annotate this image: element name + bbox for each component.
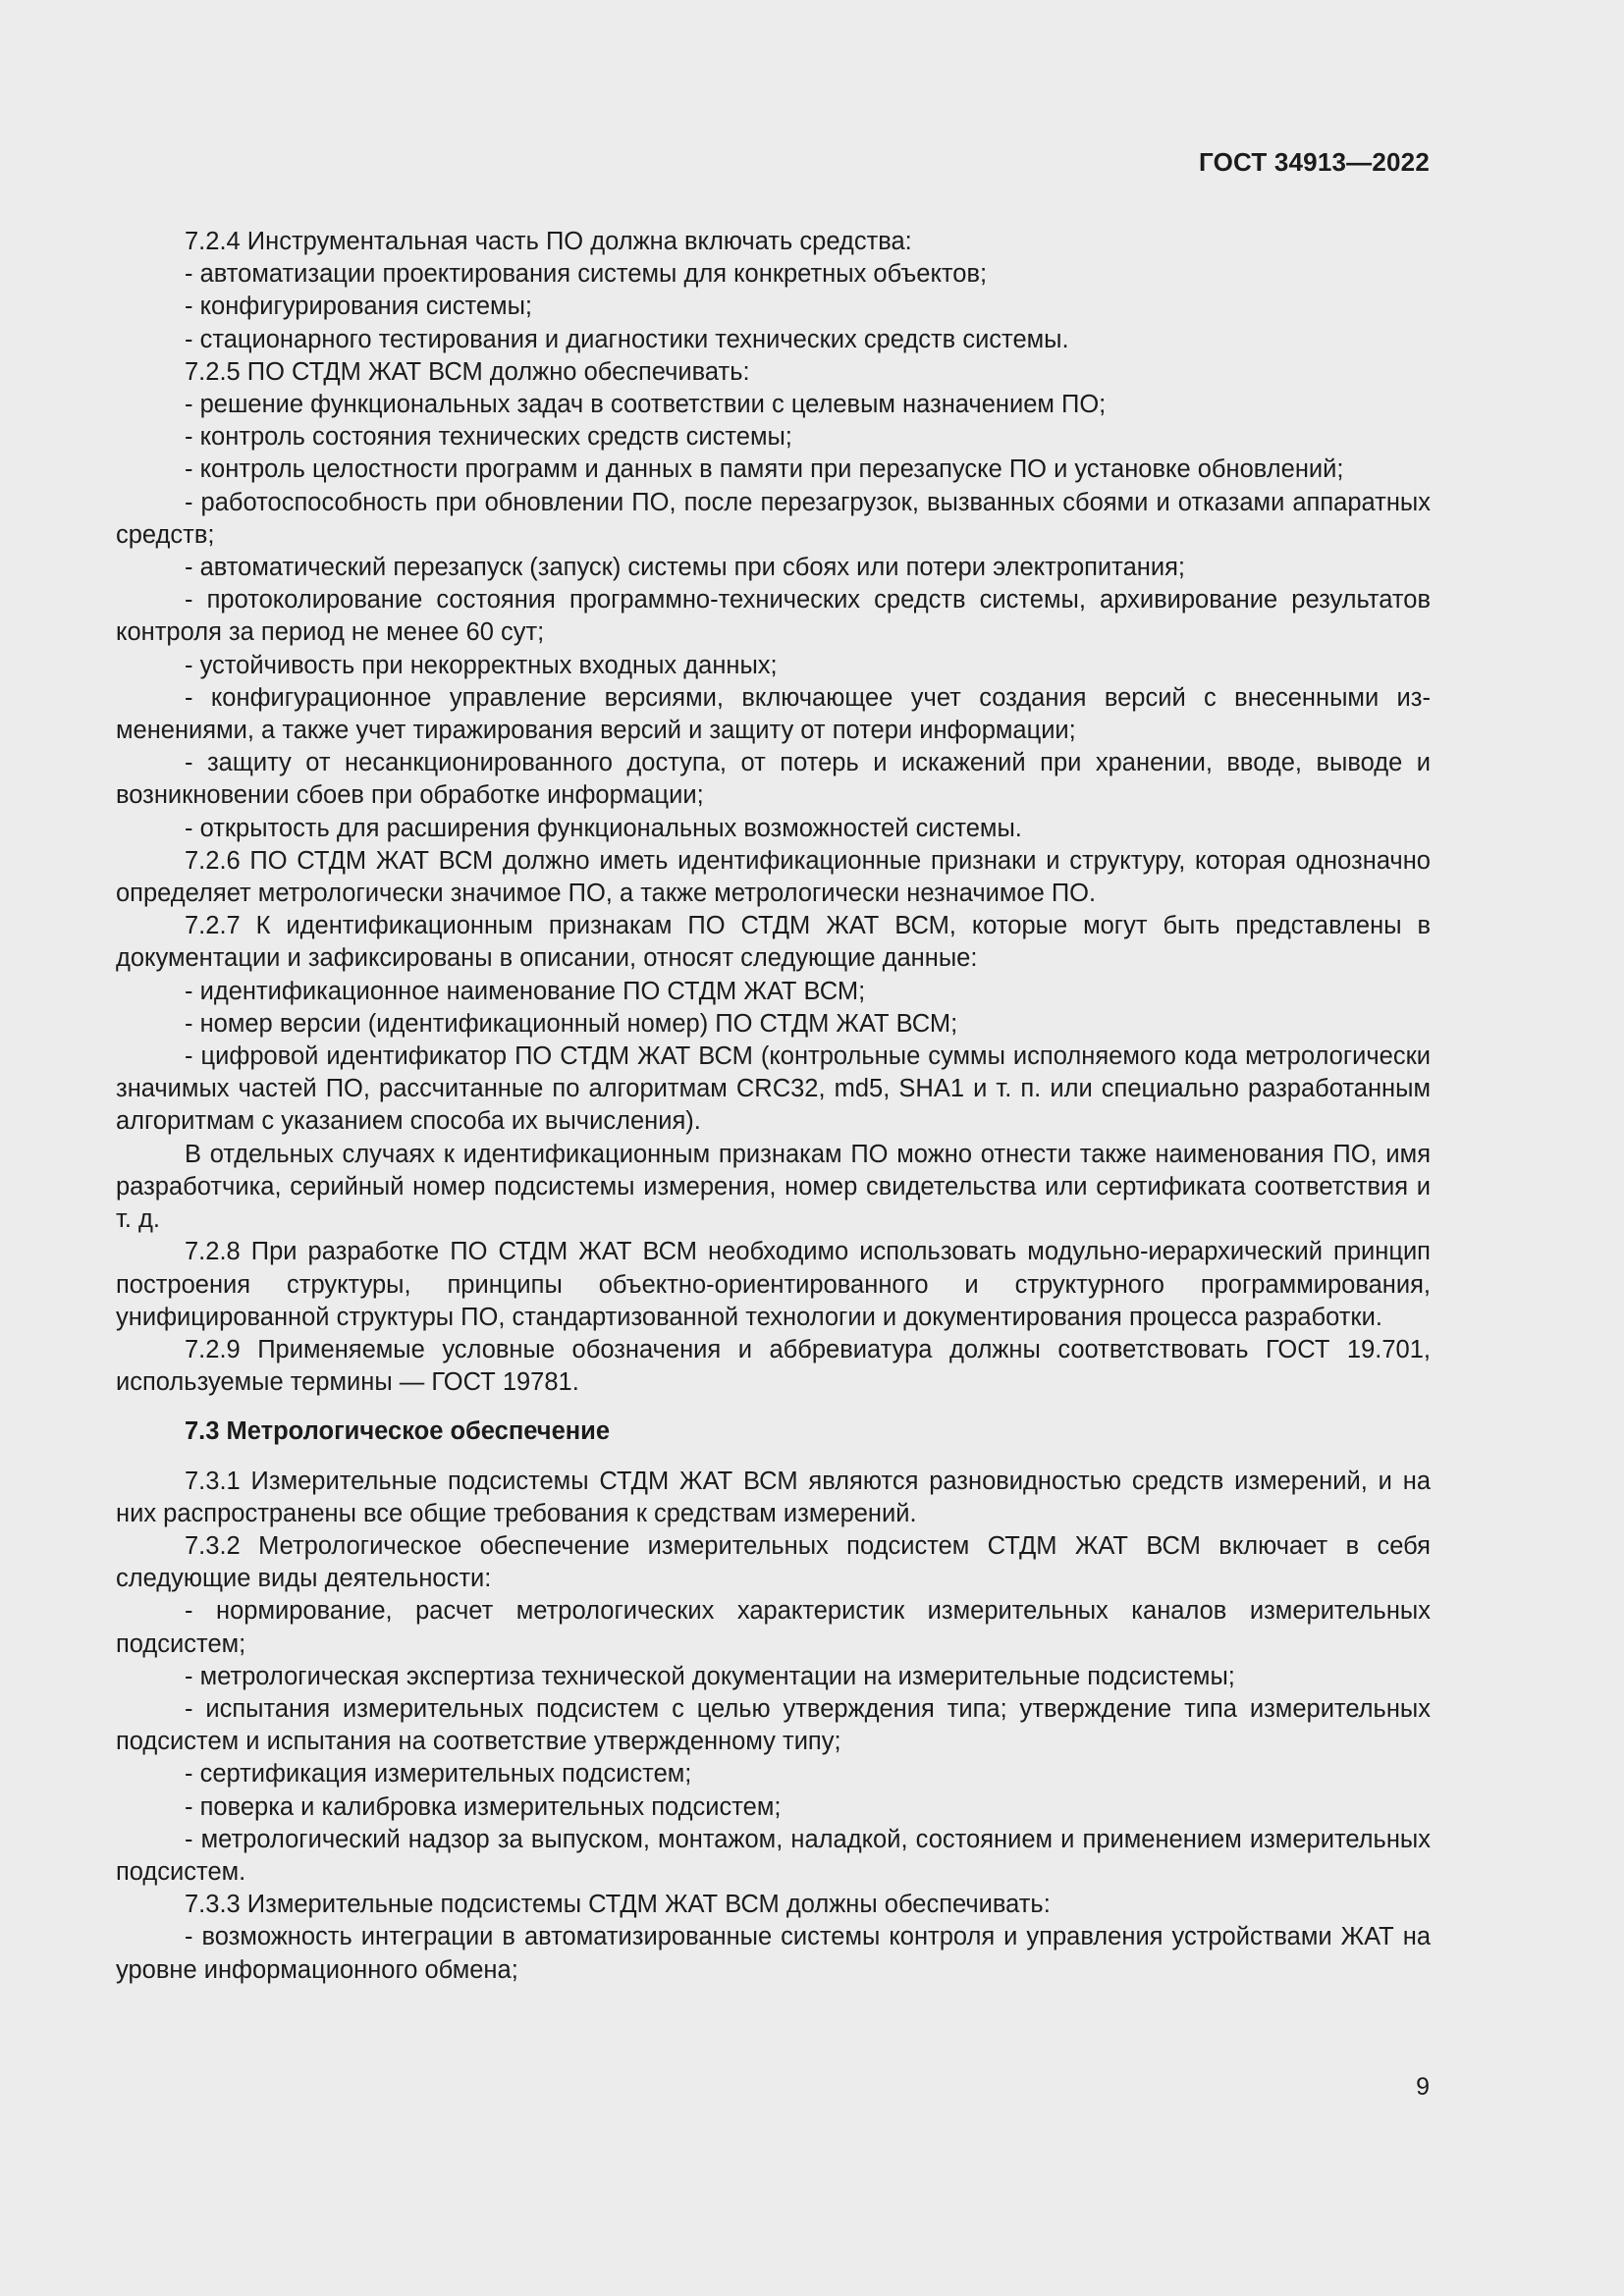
list-item: - нормирование, расчет метрологических характеристик измерительных каналов измерительных подсистем;: [116, 1597, 1431, 1658]
paragraph: 7.3.3 Измерительные подсистемы СТДМ ЖАТ ВСМ должны обеспечивать:: [185, 1891, 1051, 1919]
page-number: 9: [1416, 2073, 1430, 2101]
paragraph: В отдельных случаях к идентификационным признакам ПО можно отнести также наименования ПО, имя разработчика, серийный номер подсистемы измерения, номер свидетельства или сертификата соответствия и т. д.: [116, 1140, 1431, 1234]
document-header: ГОСТ 34913—2022: [1199, 147, 1430, 177]
list-item: - идентификационное наименование ПО СТДМ ЖАТ ВСМ;: [185, 977, 866, 1005]
paragraph: 7.2.5 ПО СТДМ ЖАТ ВСМ должно обеспечивать:: [185, 357, 750, 386]
list-item: - конфигурационное управление версиями, включающее учет создания версий с внесенными изменениями, а также учет тиражирования версий и защиту от потери информации;: [116, 683, 1431, 745]
paragraph: 7.2.7 К идентификационным признакам ПО СТДМ ЖАТ ВСМ, которые могут быть представлены в документации и зафиксированы в описании, относят следующие данные:: [116, 912, 1431, 973]
paragraph: 7.3.2 Метрологическое обеспечение измерительных подсистем СТДМ ЖАТ ВСМ включает в себя следующие виды деятельности:: [116, 1531, 1431, 1593]
list-item: - цифровой идентификатор ПО СТДМ ЖАТ ВСМ (контрольные суммы исполняемого кода метрологически значимых частей ПО, рассчитанные по алгоритмам CRC32, md5, SHA1 и т. п. или специально разработанным алгоритмам с указанием способа их вычисления).: [116, 1042, 1431, 1136]
list-item: - работоспособность при обновлении ПО, после перезагрузок, вызванных сбоями и отказами аппаратных средств;: [116, 488, 1431, 549]
list-item: - протоколирование состояния программно-технических средств системы, архивирование результатов контроля за период не менее 60 сут;: [116, 586, 1431, 647]
paragraph: 7.3.1 Измерительные подсистемы СТДМ ЖАТ ВСМ являются разновидностью средств измерений, и на них распространены все общие требования к средствам измерений.: [116, 1467, 1431, 1527]
list-item: - контроль целостности программ и данных в памяти при перезапуске ПО и установке обновлений;: [185, 455, 1344, 484]
list-item: - контроль состояния технических средств системы;: [185, 423, 792, 452]
list-item: - метрологическая экспертиза технической документации на измерительные подсистемы;: [185, 1662, 1235, 1690]
list-item: - защиту от несанкционированного доступа, от потерь и искажений при хранении, вводе, выводе и возникновении сбоев при обработке информации;: [116, 749, 1431, 810]
list-item: - номер версии (идентификационный номер) ПО СТДМ ЖАТ ВСМ;: [185, 1009, 958, 1038]
paragraph: 7.2.9 Применяемые условные обозначения и аббревиатура должны соответствовать ГОСТ 19.701, используемые термины — ГОСТ 19781.: [116, 1335, 1431, 1397]
list-item: - поверка и калибровка измерительных подсистем;: [185, 1792, 782, 1821]
list-item: - метрологический надзор за выпуском, монтажом, наладкой, состоянием и применением измерительных подсистем.: [116, 1825, 1431, 1886]
list-item: - решение функциональных задач в соответствии с целевым назначением ПО;: [185, 391, 1107, 419]
list-item: - конфигурирования системы;: [185, 293, 532, 321]
list-item: - открытость для расширения функциональных возможностей системы.: [185, 814, 1022, 842]
list-item: - автоматизации проектирования системы для конкретных объектов;: [185, 260, 988, 289]
paragraph: 7.2.4 Инструментальная часть ПО должна включать средства:: [185, 228, 912, 255]
section-heading: 7.3 Метрологическое обеспечение: [185, 1417, 611, 1446]
list-item: - сертификация измерительных подсистем;: [185, 1760, 692, 1789]
list-item: - автоматический перезапуск (запуск) системы при сбоях или потери электропитания;: [185, 554, 1185, 582]
paragraph: 7.2.8 При разработке ПО СТДМ ЖАТ ВСМ необходимо использовать модульно-иерархический принцип построения структуры, принципы объектно-ориентированного и структурного программирования, унифицированной структуры ПО, стандартизованной технологии и документирования процесса разработки.: [116, 1238, 1431, 1331]
list-item: - возможность интеграции в автоматизированные системы контроля и управления устройствами ЖАТ на уровне информационного обмена;: [116, 1923, 1431, 1984]
list-item: - устойчивость при некорректных входных данных;: [185, 651, 778, 679]
document-body: [116, 226, 1431, 1987]
list-item: - испытания измерительных подсистем с целью утверждения типа; утверждение типа измерительных подсистем и испытания на соответствие утвержденному типу;: [116, 1694, 1431, 1756]
list-item: - стационарного тестирования и диагностики технических средств системы.: [185, 325, 1069, 353]
paragraph: 7.2.6 ПО СТДМ ЖАТ ВСМ должно иметь идентификационные признаки и структуру, которая однозначно определяет метрологически значимое ПО, а также метрологически незначимое ПО.: [116, 846, 1431, 908]
